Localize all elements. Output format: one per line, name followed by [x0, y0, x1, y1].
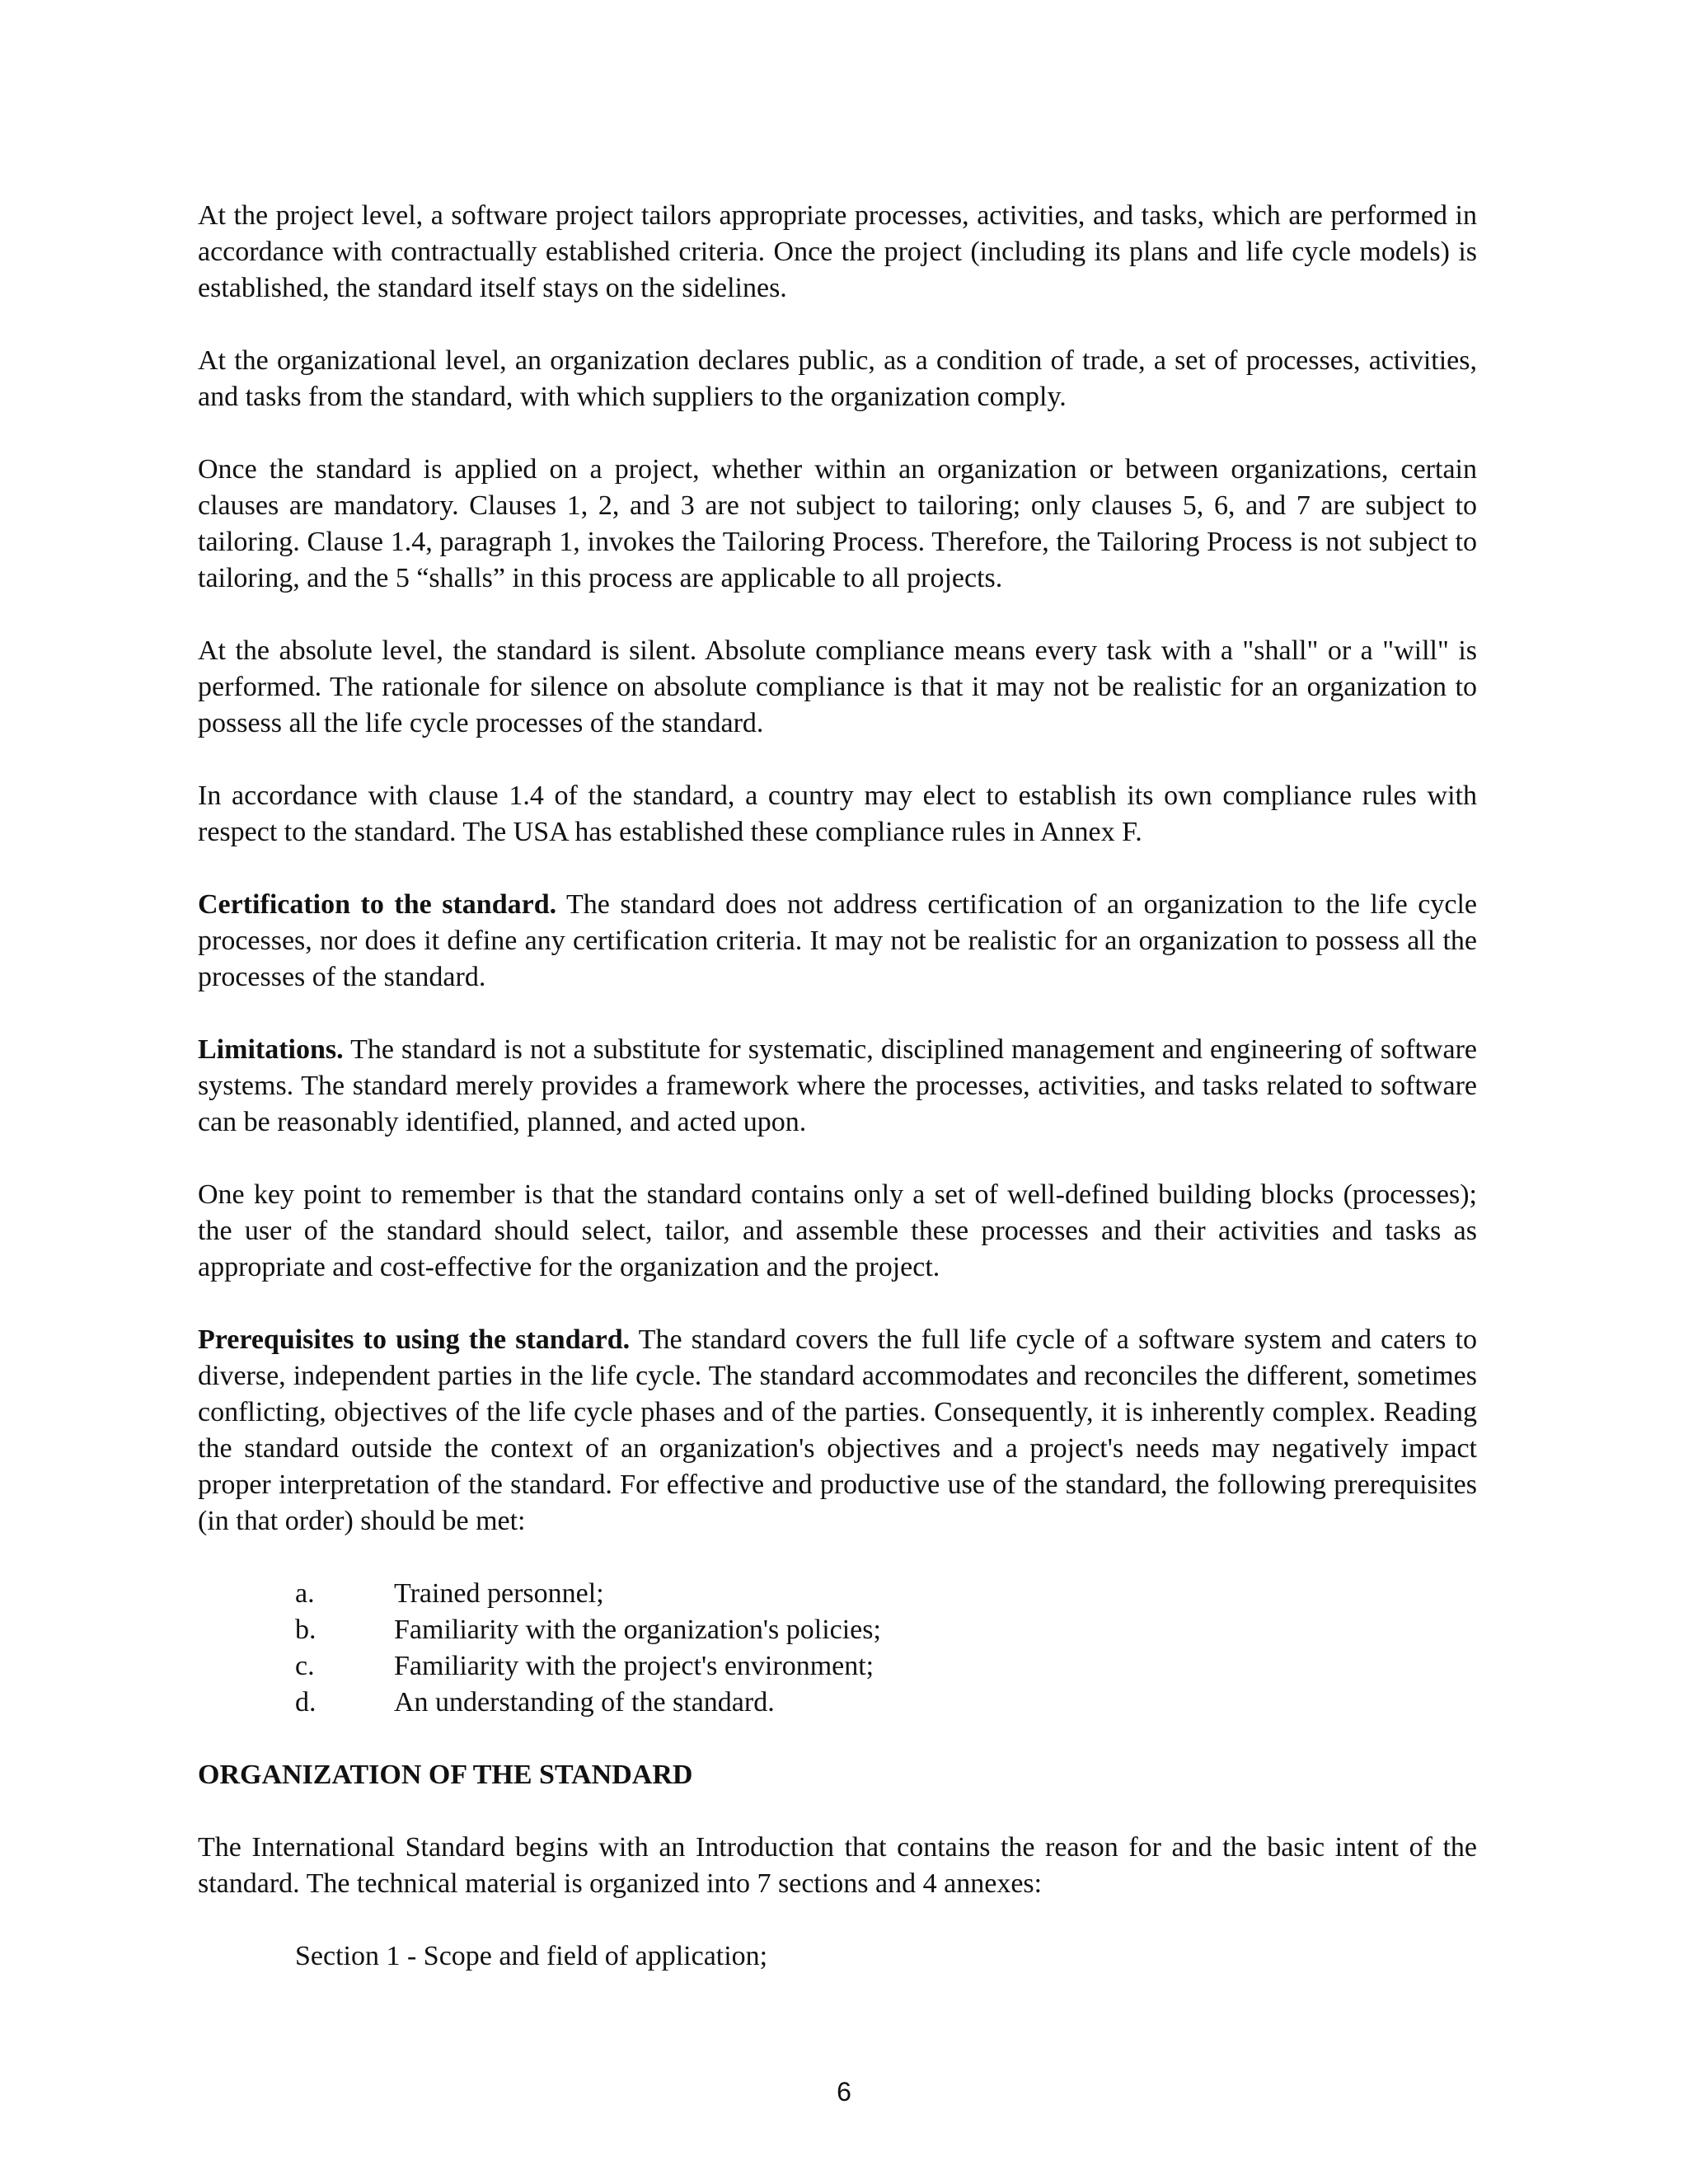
list-marker: d.	[295, 1687, 316, 1718]
prerequisites-body: The standard covers the full life cycle of a software system and caters to diverse, independent parties in the life cycle. The standard accommodates and reconciles the different, sometimes conflicting, objectives of the life cycle phases and of the parties. Consequently, it is inherently complex. Reading the standard outside the context of an organization's objectives and a project's needs may negatively impact proper interpretation of the standard. For effective and productive use of the standard, the following prerequisites (in that order) should be met:	[198, 1324, 1477, 1536]
list-item	[198, 1648, 1477, 1685]
section-heading: ORGANIZATION OF THE STANDARD	[198, 1760, 693, 1790]
paragraph-organizational-level: At the organizational level, an organization declares public, as a condition of trade, a set of processes, activities, and tasks from the standard, with which suppliers to the organization comply.	[198, 345, 1477, 412]
list-marker: c.	[295, 1651, 315, 1681]
paragraph-absolute-level: At the absolute level, the standard is silent. Absolute compliance means every task with a "shall" or a "will" is performed. The rationale for silence on absolute compliance is that it may not be realistic for an organization to possess all the life cycle processes of the standard.	[198, 635, 1477, 738]
list-item	[198, 1685, 1477, 1721]
paragraph-mandatory-clauses: Once the standard is applied on a project, whether within an organization or between organizations, certain clauses are mandatory. Clauses 1, 2, and 3 are not subject to tailoring; only clauses 5, 6, and 7 are subject to tailoring. Clause 1.4, paragraph 1, invokes the Tailoring Process. Therefore, the Tailoring Process is not subject to tailoring, and the 5 “shalls” in this process are applicable to all projects.	[198, 454, 1477, 593]
document-page	[198, 198, 1477, 1975]
list-item-text: Familiarity with the project's environment;	[394, 1651, 874, 1681]
paragraph-organization: The International Standard begins with an Introduction that contains the reason for and the basic intent of the standard. The technical material is organized into 7 sections and 4 annexes:	[198, 1832, 1477, 1899]
list-marker: a.	[295, 1578, 315, 1609]
paragraph-prerequisites	[198, 1322, 1477, 1540]
paragraph-project-level: At the project level, a software project tailors appropriate processes, activities, and tasks, which are performed in accordance with contractually established criteria. Once the project (including its plans and life cycle models) is established, the standard itself stays on the sidelines.	[198, 200, 1477, 303]
limitations-lead: Limitations.	[198, 1034, 344, 1065]
paragraph-key-point: One key point to remember is that the standard contains only a set of well-defined building blocks (processes); the user of the standard should select, tailor, and assemble these processes and their activities and tasks as appropriate and cost-effective for the organization and the project.	[198, 1179, 1477, 1282]
list-item-text: An understanding of the standard.	[394, 1687, 775, 1718]
paragraph-compliance-rules: In accordance with clause 1.4 of the standard, a country may elect to establish its own compliance rules with respect to the standard. The USA has established these compliance rules in Annex F.	[198, 780, 1477, 847]
section-1-line: Section 1 - Scope and field of application;	[295, 1941, 768, 1971]
list-item-text: Familiarity with the organization's policies;	[394, 1615, 881, 1645]
certification-body: The standard does not address certification of an organization to the life cycle processes, nor does it define any certification criteria. It may not be realistic for an organization to possess all the processes of the standard.	[198, 889, 1477, 992]
prerequisites-list	[198, 1576, 1477, 1721]
prerequisites-lead: Prerequisites to using the standard.	[198, 1324, 631, 1355]
list-item	[198, 1576, 1477, 1612]
certification-lead: Certification to the standard.	[198, 889, 557, 920]
limitations-body: The standard is not a substitute for systematic, disciplined management and engineering of software systems. The standard merely provides a framework where the processes, activities, and tasks related to software can be reasonably identified, planned, and acted upon.	[198, 1034, 1477, 1137]
list-item-text: Trained personnel;	[394, 1578, 604, 1609]
paragraph-limitations	[198, 1032, 1477, 1141]
list-item	[198, 1612, 1477, 1648]
paragraph-certification	[198, 887, 1477, 996]
page-number: 6	[837, 2077, 851, 2107]
list-marker: b.	[295, 1615, 316, 1645]
